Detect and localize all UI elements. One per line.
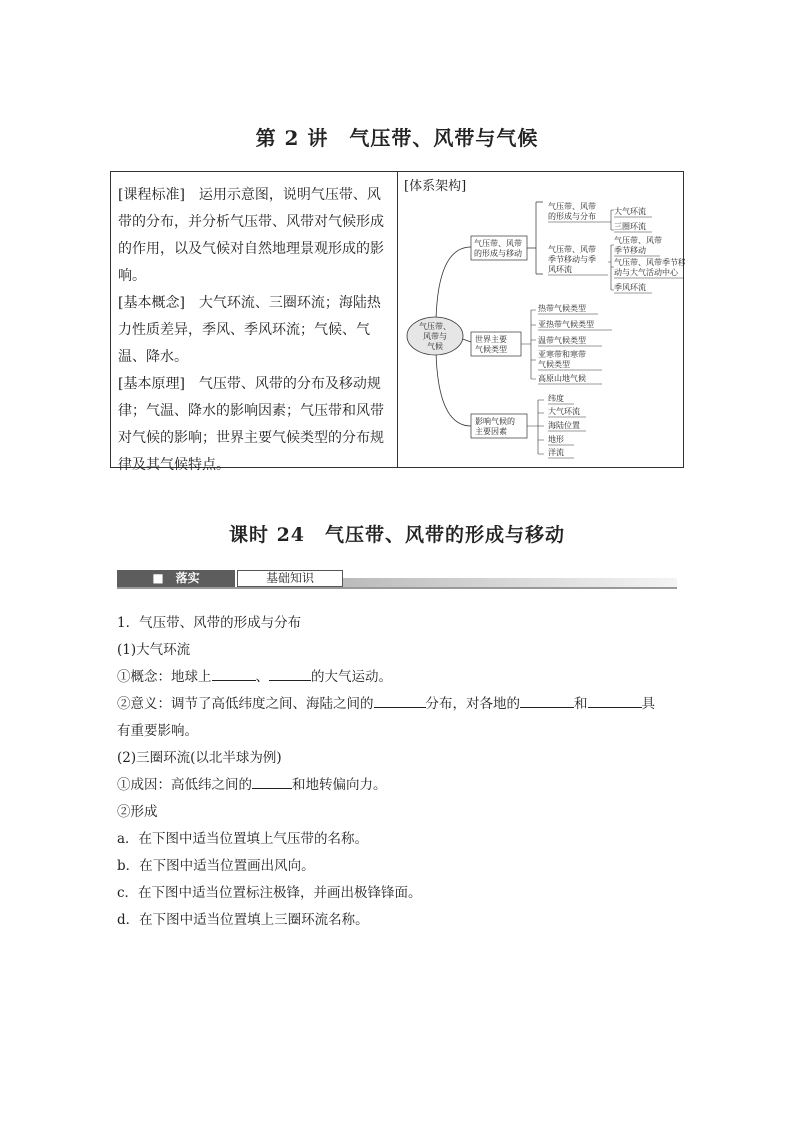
meaning-line-cont: 有重要影响。	[117, 723, 198, 739]
b1b1-line-1: 气压带、风带	[614, 236, 662, 245]
heading-1: 1．气压带、风带的形成与分布	[117, 615, 302, 631]
b1b1-line-2: 季节移动	[614, 246, 646, 255]
text-segment: ①概念：地球上	[117, 669, 212, 685]
task-d: d．在下图中适当位置填上三圈环流名称。	[117, 912, 369, 928]
b1a-line-1: 气压带、风带	[548, 202, 596, 211]
concept-text: 大气环流、三圈环流；海陆热力性质差异，季风、季风环流；气候、气温、降水。	[118, 295, 381, 365]
curriculum-column	[118, 182, 394, 479]
fill-blank[interactable]	[252, 774, 292, 789]
b1b2-line-1: 气压带、风带季节移	[614, 258, 685, 267]
b1b-line-1: 气压带、风带	[548, 245, 596, 254]
b3a: 纬度	[548, 394, 564, 403]
center-line-2: 风带与	[423, 332, 447, 341]
fill-blank[interactable]	[374, 693, 426, 708]
b2d-line-1: 亚寒带和寒带	[538, 350, 586, 359]
text-segment: ②意义：调节了高低纬度之间、海陆之间的	[117, 696, 374, 712]
task-c: c．在下图中适当位置标注极锋，并画出极锋锋面。	[117, 885, 422, 901]
text-segment: 、	[255, 669, 269, 685]
b2c: 温带气候类型	[538, 336, 586, 345]
heading-1-2: (2)三圈环流(以北半球为例)	[117, 750, 282, 766]
section-bar-rule	[117, 587, 677, 589]
center-line-3: 气候	[427, 342, 443, 351]
framework-box	[110, 171, 685, 473]
text-segment: 具	[641, 696, 655, 712]
center-line-1: 气压带、	[419, 322, 451, 331]
text-segment: 和地转偏向力。	[292, 777, 387, 793]
fill-blank[interactable]	[269, 666, 311, 681]
task-b: b．在下图中适当位置画出风向。	[117, 858, 315, 874]
lesson-body	[117, 610, 677, 934]
b1b2-line-2: 动与大气活动中心	[614, 268, 678, 277]
fill-blank[interactable]	[212, 666, 256, 681]
b3b: 大气环流	[548, 407, 580, 416]
b1b-line-3: 风环流	[548, 265, 572, 274]
task-a: a．在下图中适当位置填上气压带的名称。	[117, 831, 369, 847]
standard-paragraph	[118, 182, 394, 290]
branch3-line-2: 主要因素	[475, 427, 507, 436]
heading-1-1: (1)大气环流	[117, 642, 191, 658]
b2a: 热带气候类型	[538, 304, 586, 313]
section-tag-dark: ■ 落实	[117, 570, 235, 587]
meaning-line	[117, 691, 677, 718]
fill-blank[interactable]	[520, 693, 574, 708]
b1a2: 三圈环流	[614, 222, 646, 231]
branch3-line-1: 影响气候的	[475, 417, 515, 426]
text-segment: 的大气运动。	[311, 669, 392, 685]
b2d-line-2: 气候类型	[538, 360, 570, 369]
formation-line: ②形成	[117, 804, 158, 820]
principle-tag: [基本原理]	[118, 376, 185, 392]
principle-paragraph	[118, 371, 394, 479]
branch2-line-1: 世界主要	[475, 335, 507, 344]
b2e: 高原山地气候	[538, 374, 586, 383]
b2b: 亚热带气候类型	[538, 320, 594, 329]
b1a1: 大气环流	[614, 207, 646, 216]
lesson-title: 课时 24 气压带、风带的形成与移动	[228, 524, 566, 546]
text-segment: 和	[574, 696, 588, 712]
text-segment: 分布，对各地的	[425, 696, 520, 712]
text-segment: ①成因：高低纬之间的	[117, 777, 252, 793]
section-bar	[117, 570, 677, 590]
b1b-line-2: 季节移动与季	[548, 255, 596, 264]
framework-label: [体系架构]	[404, 179, 467, 194]
concept-line	[117, 664, 677, 691]
fill-blank[interactable]	[588, 693, 642, 708]
concept-tag: [基本概念]	[118, 295, 185, 311]
b1a-line-2: 的形成与分布	[548, 212, 596, 221]
cause-line	[117, 772, 677, 799]
standard-text: 运用示意图，说明气压带、风带的分布，并分析气压带、风带对气候形成的作用，以及气候对自然地理景观形成的影响。	[118, 187, 384, 284]
branch2-line-2: 气候类型	[475, 345, 507, 354]
page-title: 第 2 讲 气压带、风带与气候	[255, 126, 539, 150]
standard-tag: [课程标准]	[118, 187, 185, 203]
principle-text: 气压带、风带的分布及移动规律；气温、降水的影响因素；气压带和风带对气候的影响；世界主要气候类型的分布规律及其气候特点。	[118, 376, 384, 473]
b3c: 海陆位置	[548, 421, 580, 430]
b1b3: 季风环流	[614, 283, 646, 292]
concept-paragraph	[118, 290, 394, 371]
mind-map	[398, 172, 685, 469]
b3e: 洋流	[548, 448, 564, 457]
branch1-line-1: 气压带、风带	[474, 239, 522, 248]
b3d: 地形	[548, 435, 564, 444]
branch1-line-2: 的形成与移动	[474, 249, 522, 258]
section-tag-light: 基础知识	[237, 570, 343, 587]
